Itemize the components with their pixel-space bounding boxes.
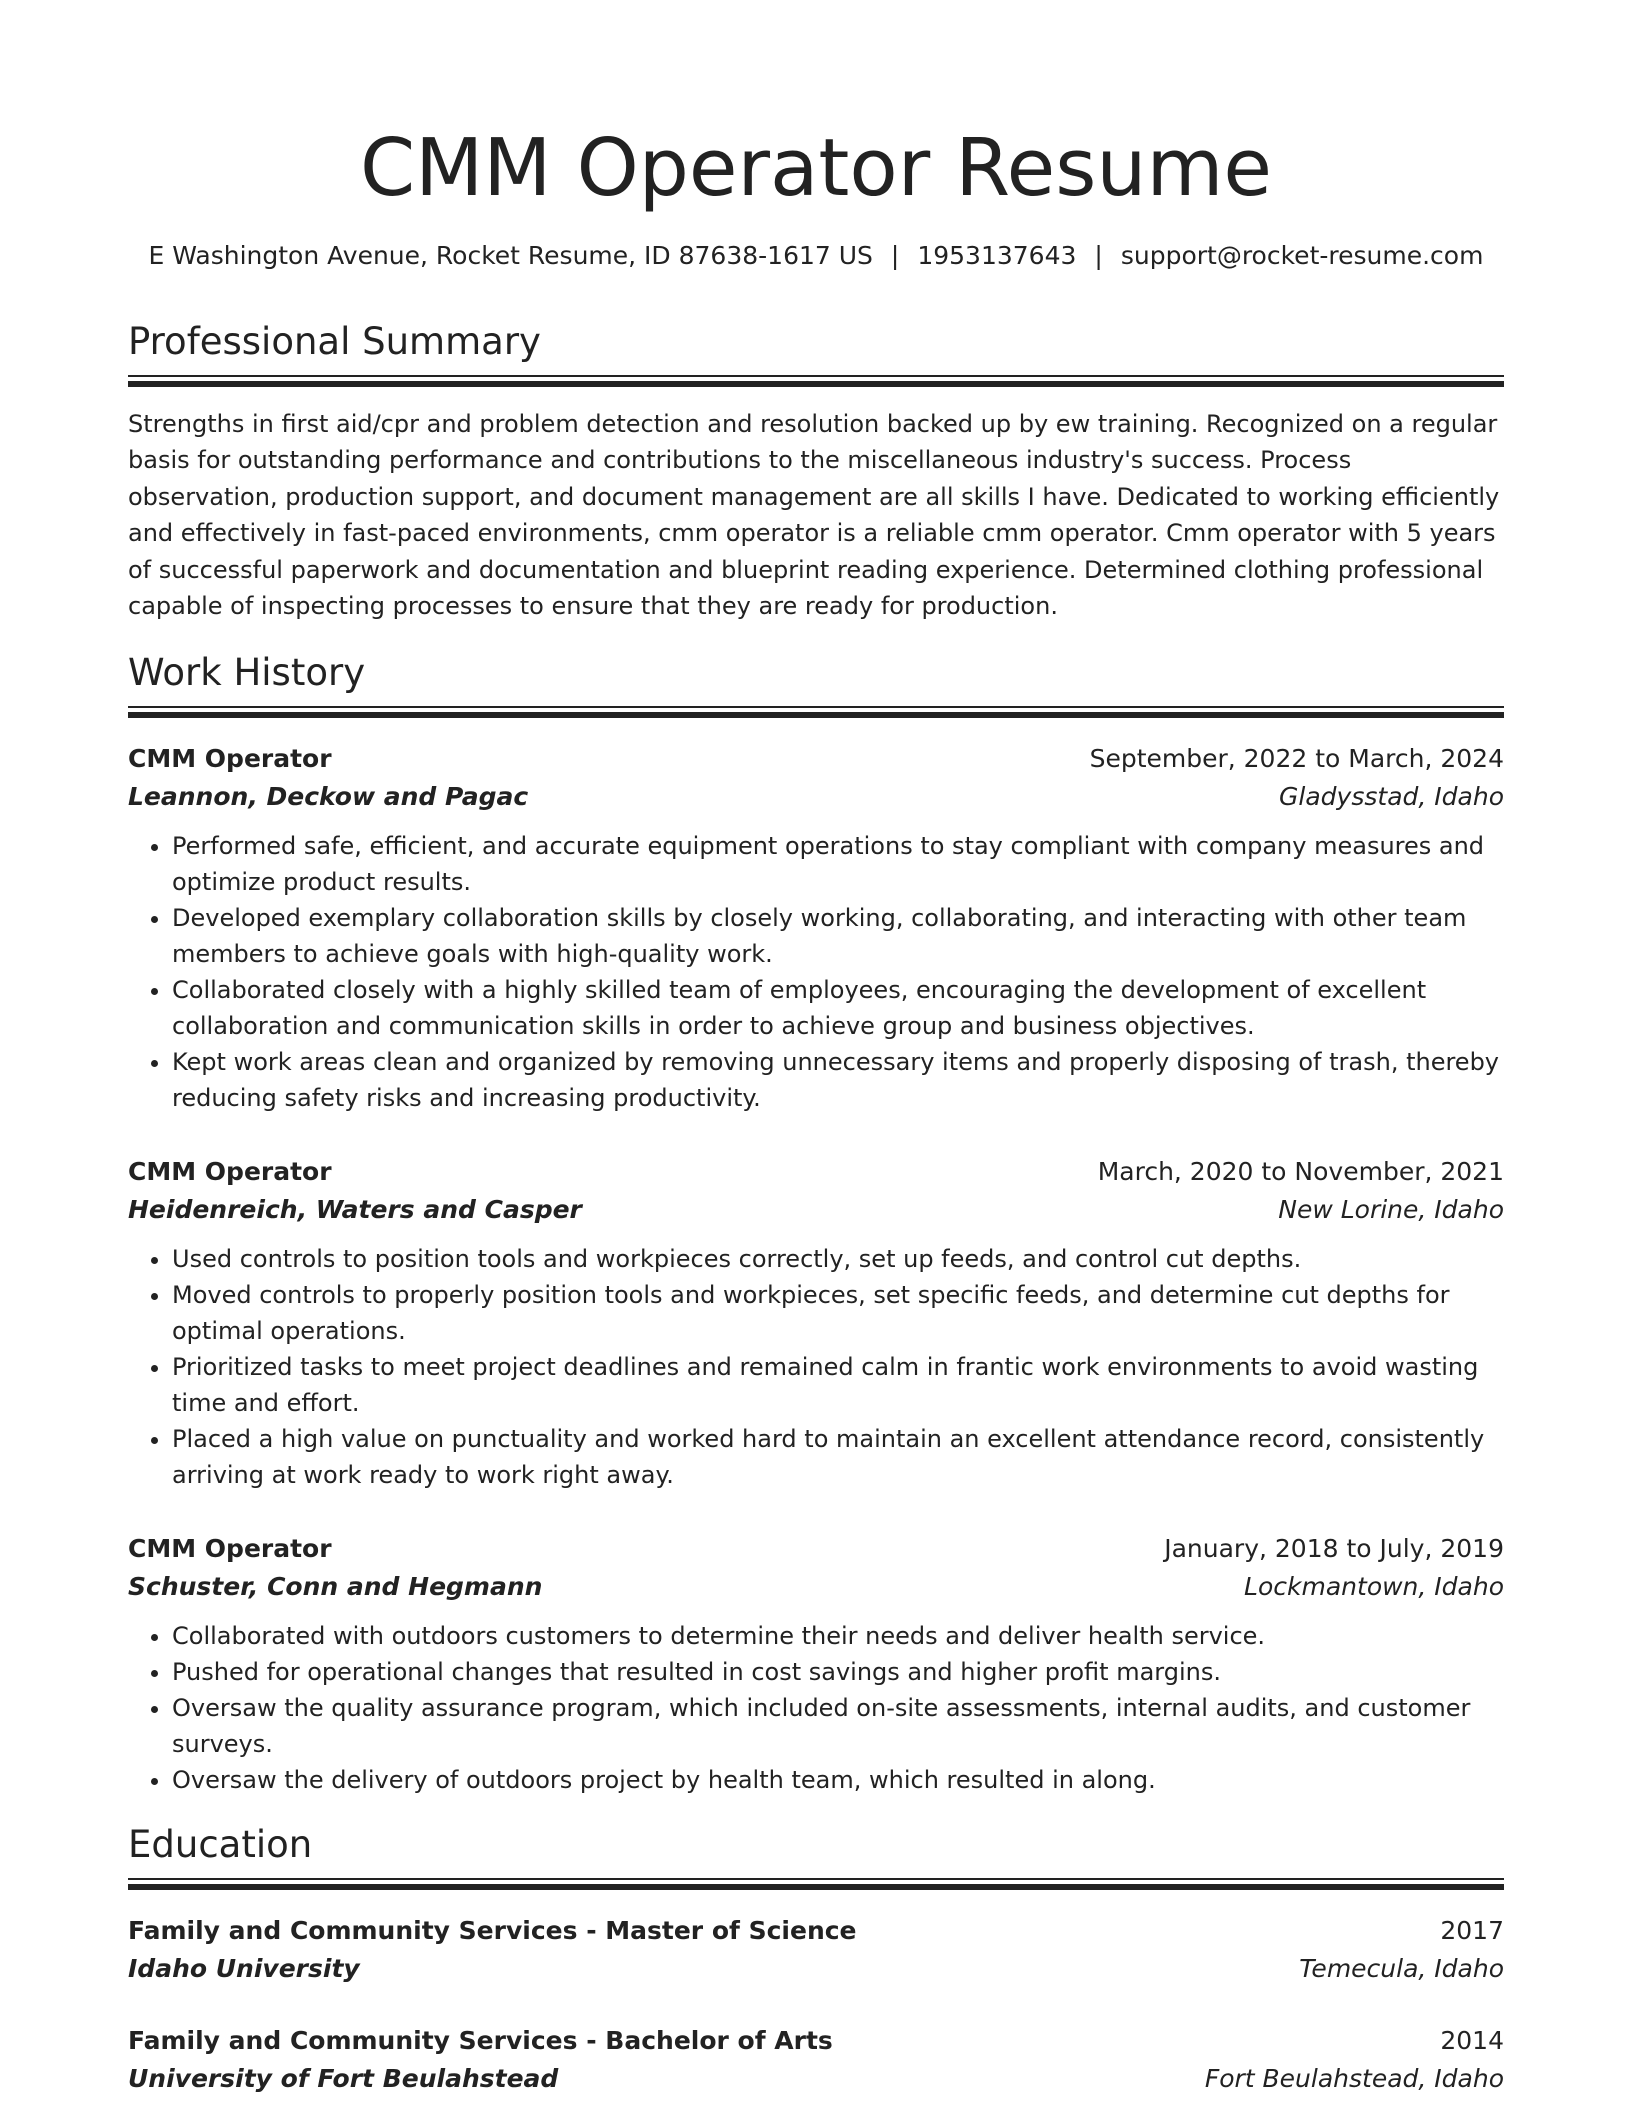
education-school: University of Fort Beulahstead: [128, 2064, 559, 2093]
job-entry: [128, 1153, 1504, 1493]
education-location: Fort Beulahstead, Idaho: [1204, 2064, 1504, 2093]
job-location: Lockmantown, Idaho: [1244, 1572, 1504, 1601]
contact-email[interactable]: support@rocket-resume.com: [1120, 241, 1484, 270]
list-item: • Moved controls to properly position tools and workpieces, set specific feeds, and determine cut depths for optimal operations.: [172, 1277, 1504, 1349]
list-item: • Pushed for operational changes that resulted in cost savings and higher profit margins.: [172, 1654, 1504, 1690]
section-work-history: [128, 648, 1504, 698]
job-dates: January, 2018 to July, 2019: [1164, 1534, 1504, 1563]
job-entry: [128, 1530, 1504, 1798]
resume-title: CMM Operator Resume: [359, 122, 1273, 214]
job-bullets: [128, 1618, 1504, 1798]
contact-address: E Washington Avenue, Rocket Resume, ID 87638-1617 US: [148, 241, 873, 270]
job-title: CMM Operator: [128, 744, 332, 773]
education-year: 2017: [1440, 1916, 1504, 1945]
section-divider: [128, 1884, 1504, 1890]
job-company: Schuster, Conn and Hegmann: [128, 1572, 543, 1601]
job-dates: March, 2020 to November, 2021: [1097, 1157, 1504, 1186]
list-item: • Performed safe, efficient, and accurate equipment operations to stay compliant with company measures and optimize product results.: [172, 828, 1504, 900]
section-heading: Education: [128, 1823, 313, 1866]
education-school: Idaho University: [128, 1954, 360, 1983]
section-heading: Work History: [128, 651, 366, 694]
section-heading: Professional Summary: [128, 320, 541, 363]
education-year: 2014: [1440, 2026, 1504, 2055]
list-item: • Placed a high value on punctuality and worked hard to maintain an excellent attendance record, consistently arriving at work ready to work right away.: [172, 1421, 1504, 1493]
contact-line: [0, 238, 1632, 274]
job-title: CMM Operator: [128, 1157, 332, 1186]
education-degree: Family and Community Services - Bachelor of Arts: [128, 2026, 833, 2055]
list-item: • Prioritized tasks to meet project deadlines and remained calm in frantic work environments to avoid wasting time and effort.: [172, 1349, 1504, 1421]
list-item: • Oversaw the quality assurance program, which included on-site assessments, internal audits, and customer surveys.: [172, 1690, 1504, 1762]
section-divider: [128, 375, 1504, 377]
job-company: Heidenreich, Waters and Casper: [128, 1195, 582, 1224]
education-entry: [128, 1912, 1504, 1988]
job-bullets: [128, 1241, 1504, 1493]
education-degree: Family and Community Services - Master of Science: [128, 1916, 857, 1945]
section-divider: [128, 712, 1504, 718]
section-education: [128, 1820, 1504, 1870]
list-item: • Oversaw the delivery of outdoors project by health team, which resulted in along.: [172, 1762, 1504, 1798]
education-entry: [128, 2022, 1504, 2098]
list-item: • Developed exemplary collaboration skills by closely working, collaborating, and interacting with other team members to achieve goals with high-quality work.: [172, 900, 1504, 972]
list-item: • Used controls to position tools and workpieces correctly, set up feeds, and control cut depths.: [172, 1241, 1504, 1277]
contact-separator: |: [1094, 241, 1103, 270]
summary-text: Strengths in first aid/cpr and problem detection and resolution backed up by ew training. Recognized on a regular basis for outstanding performance and contributions to the miscellaneous industry's success. Process observation, production support, and document management are all skills I have. Dedicated to working efficiently and effectively in fast-paced environments, cmm operator is a reliable cmm operator. Cmm operator with 5 years of successful paperwork and documentation and blueprint reading experience. Determined clothing professional capable of inspecting processes to ensure that they are ready for production.: [128, 410, 1500, 621]
list-item: • Collaborated with outdoors customers to determine their needs and deliver health service.: [172, 1618, 1504, 1654]
section-professional-summary: [128, 317, 1504, 367]
job-title: CMM Operator: [128, 1534, 332, 1563]
contact-separator: |: [890, 241, 900, 270]
job-location: New Lorine, Idaho: [1278, 1195, 1504, 1224]
job-dates: September, 2022 to March, 2024: [1089, 744, 1504, 773]
section-divider: [128, 1878, 1504, 1880]
education-location: Temecula, Idaho: [1299, 1954, 1504, 1983]
job-company: Leannon, Deckow and Pagac: [128, 782, 529, 811]
job-entry: [128, 740, 1504, 1116]
list-item: • Collaborated closely with a highly skilled team of employees, encouraging the development of excellent collaboration and communication skills in order to achieve group and business objectives.: [172, 972, 1504, 1044]
contact-phone: 1953137643: [917, 241, 1077, 270]
job-bullets: [128, 828, 1504, 1116]
job-location: Gladysstad, Idaho: [1279, 782, 1504, 811]
list-item: • Kept work areas clean and organized by removing unnecessary items and properly disposing of trash, thereby reducing safety risks and increasing productivity.: [172, 1044, 1504, 1116]
section-divider: [128, 381, 1504, 387]
section-divider: [128, 706, 1504, 708]
